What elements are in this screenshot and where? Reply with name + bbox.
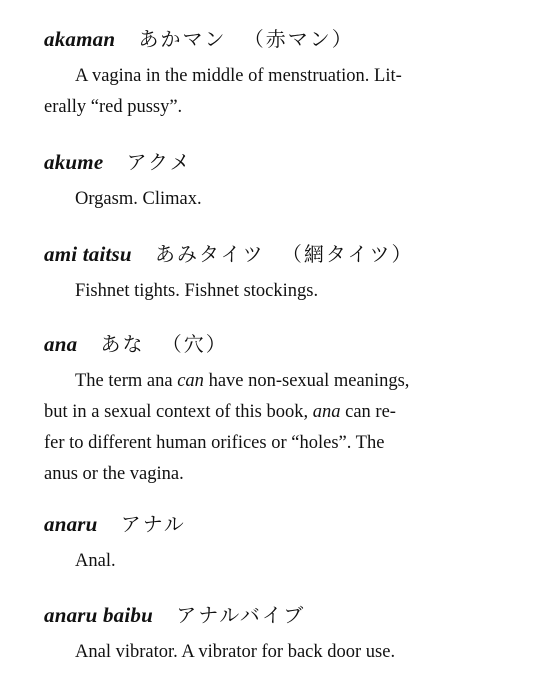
entry-anaru bbox=[44, 512, 474, 577]
headword-line bbox=[44, 27, 474, 51]
definition-line: Fishnet tights. Fishnet stockings. bbox=[75, 281, 319, 301]
entry-term: anaru baibu bbox=[44, 603, 153, 627]
entry-kanji: （穴） bbox=[161, 332, 228, 356]
entry-term: ana bbox=[44, 332, 78, 356]
headword-line bbox=[44, 332, 474, 356]
entry-ami-taitsu bbox=[44, 242, 474, 307]
definition-text: have non-sexual meanings, bbox=[203, 371, 410, 391]
entry-kana: アナル bbox=[120, 512, 186, 536]
headword-line bbox=[44, 242, 474, 266]
entry-term: akume bbox=[44, 150, 104, 174]
definition-line: A vagina in the middle of menstruation. Lit- bbox=[75, 66, 402, 86]
entry-definition bbox=[44, 637, 474, 668]
entry-anaru-baibu bbox=[44, 603, 474, 668]
definition-text: fer to different human orifices or “holes”. The bbox=[44, 433, 385, 453]
definition-text: The term ana bbox=[75, 371, 178, 391]
headword-line bbox=[44, 603, 474, 627]
definition-text: can re- bbox=[340, 402, 396, 422]
definition-line: Orgasm. Climax. bbox=[75, 189, 202, 209]
entry-kanji: （赤マン） bbox=[243, 27, 354, 51]
entry-kana: あな bbox=[100, 332, 145, 356]
entry-definition bbox=[44, 61, 474, 123]
entry-kana: あかマン bbox=[138, 27, 227, 51]
entry-kana: あみタイツ bbox=[155, 242, 265, 266]
entry-kana: アナルバイブ bbox=[176, 603, 306, 627]
entry-kana: アクメ bbox=[126, 150, 192, 174]
entry-kanji: （網タイツ） bbox=[281, 242, 414, 266]
entry-akaman bbox=[44, 27, 474, 123]
entry-definition bbox=[44, 276, 474, 307]
entry-term: ami taitsu bbox=[44, 242, 132, 266]
entry-definition bbox=[44, 184, 474, 215]
definition-line: Anal. bbox=[75, 551, 116, 571]
definition-emphasis: ana bbox=[312, 402, 341, 422]
entry-akume bbox=[44, 150, 474, 215]
entry-definition bbox=[44, 366, 474, 490]
headword-line bbox=[44, 150, 474, 174]
definition-line: Anal vibrator. A vibrator for back door use. bbox=[75, 642, 396, 662]
entry-term: anaru bbox=[44, 512, 98, 536]
headword-line bbox=[44, 512, 474, 536]
entry-definition bbox=[44, 546, 474, 577]
definition-line: erally “red pussy”. bbox=[44, 97, 183, 117]
definition-text: but in a sexual context of this book, bbox=[44, 402, 313, 422]
definition-text: anus or the vagina. bbox=[44, 464, 184, 484]
entry-ana bbox=[44, 332, 474, 490]
entry-term: akaman bbox=[44, 27, 116, 51]
definition-emphasis: can bbox=[177, 371, 204, 391]
